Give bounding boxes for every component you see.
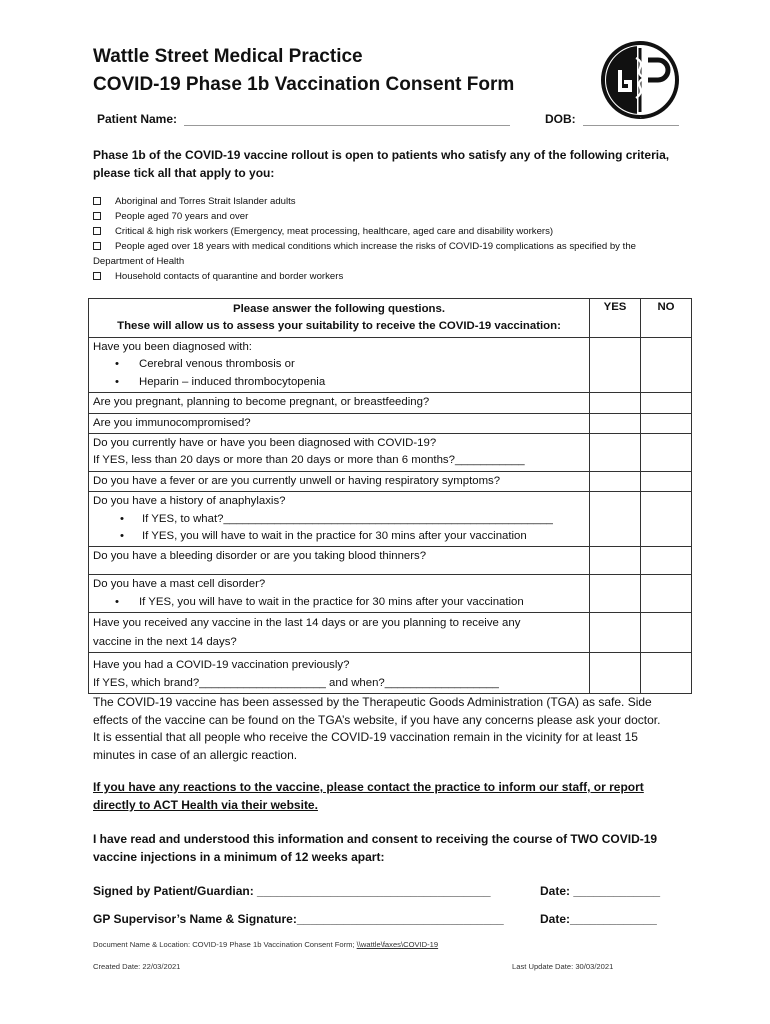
created-date: Created Date: 22/03/2021 xyxy=(93,962,181,971)
table-row xyxy=(89,613,692,653)
criteria-item: Critical & high risk workers (Emergency, meat processing, healthcare, aged care and disability workers) xyxy=(93,224,683,239)
no-answer-cell[interactable] xyxy=(641,653,692,694)
no-answer-cell[interactable] xyxy=(641,413,692,433)
patient-name-field[interactable] xyxy=(97,112,510,126)
no-answer-cell[interactable] xyxy=(641,547,692,575)
table-row xyxy=(89,653,692,694)
question-cell: Are you pregnant, planning to become pregnant, or breastfeeding? xyxy=(89,393,590,413)
yes-answer-cell[interactable] xyxy=(590,492,641,547)
questions-table xyxy=(88,298,692,694)
no-answer-cell[interactable] xyxy=(641,338,692,393)
no-answer-cell[interactable] xyxy=(641,393,692,413)
no-answer-cell[interactable] xyxy=(641,575,692,613)
question-cell: Have you received any vaccine in the last 14 days or are you planning to receive any vaccine in the next 14 days? xyxy=(89,613,590,653)
question-cell: Do you have a bleeding disorder or are you taking blood thinners? xyxy=(89,547,590,575)
no-answer-cell[interactable] xyxy=(641,434,692,472)
gp-logo xyxy=(600,40,680,120)
question-cell: Have you been diagnosed with: • Cerebral venous thrombosis or • Heparin – induced thrombocytopenia xyxy=(89,338,590,393)
criteria-list xyxy=(93,194,683,284)
patient-name-label: Patient Name: xyxy=(97,112,178,126)
yes-answer-cell[interactable] xyxy=(590,653,641,694)
checkbox[interactable] xyxy=(93,197,101,205)
checkbox[interactable] xyxy=(93,227,101,235)
patient-name-line[interactable] xyxy=(184,112,510,126)
dob-line[interactable] xyxy=(583,112,679,126)
no-answer-cell[interactable] xyxy=(641,492,692,547)
checkbox[interactable] xyxy=(93,242,101,250)
checkbox[interactable] xyxy=(93,212,101,220)
yes-answer-cell[interactable] xyxy=(590,575,641,613)
yes-answer-cell[interactable] xyxy=(590,413,641,433)
yes-answer-cell[interactable] xyxy=(590,434,641,472)
last-update-date: Last Update Date: 30/03/2021 xyxy=(512,962,614,971)
form-title: COVID-19 Phase 1b Vaccination Consent Form xyxy=(93,74,515,95)
consent-statement: I have read and understood this information and consent to receiving the course of TWO COVID-19 vaccine injections in a minimum of 12 weeks apart: xyxy=(93,832,658,864)
question-cell: Do you have a history of anaphylaxis? • If YES, to what?____________________________________________________ • If YES, you will have to wait in the practice for 30 mins after your vaccination xyxy=(89,492,590,547)
criteria-item: People aged 70 years and over xyxy=(93,209,683,224)
patient-date-field[interactable]: Date: _____________ xyxy=(540,884,661,898)
question-cell: Do you have a mast cell disorder? • If YES, you will have to wait in the practice for 30 mins after your vaccination xyxy=(89,575,590,613)
tga-information: The COVID-19 vaccine has been assessed by the Therapeutic Goods Administration (TGA) as safe. Side effects of the vaccine can be found on the TGA’s website, if you have any concerns please ask your doctor. It is essential that all people who receive the COVID-19 vaccination remain in the vicinity for at least 15 minutes in case of an allergic reaction. xyxy=(93,695,661,762)
table-row xyxy=(89,434,692,472)
criteria-item: Aboriginal and Torres Strait Islander adults xyxy=(93,194,683,209)
table-row xyxy=(89,338,692,393)
question-cell: Do you have a fever or are you currently unwell or having respiratory symptoms? xyxy=(89,471,590,491)
yes-answer-cell[interactable] xyxy=(590,547,641,575)
no-answer-cell[interactable] xyxy=(641,613,692,653)
table-row xyxy=(89,575,692,613)
criteria-item: People aged over 18 years with medical conditions which increase the risks of COVID-19 complications as specified by the Department of Health xyxy=(93,241,636,267)
dob-label: DOB: xyxy=(545,112,576,126)
document-path-link[interactable]: \\wattle\faxes\COVID-19 xyxy=(356,940,439,949)
practice-title: Wattle Street Medical Practice xyxy=(93,46,363,67)
table-row xyxy=(89,492,692,547)
table-header-row xyxy=(89,299,692,338)
document-location: Document Name & Location: COVID-19 Phase 1b Vaccination Consent Form; \\wattle\faxes\COVID-19 xyxy=(93,940,439,949)
question-cell: Do you currently have or have you been diagnosed with COVID-19? If YES, less than 20 days or more than 20 days or more than 6 months?___________ xyxy=(89,434,590,472)
yes-answer-cell[interactable] xyxy=(590,471,641,491)
yes-column-header: YES xyxy=(590,299,641,338)
checkbox[interactable] xyxy=(93,272,101,280)
table-row xyxy=(89,393,692,413)
yes-answer-cell[interactable] xyxy=(590,338,641,393)
eligibility-intro: Phase 1b of the COVID-19 vaccine rollout is open to patients who satisfy any of the following criteria, please tick all that apply to you: xyxy=(93,148,670,180)
no-answer-cell[interactable] xyxy=(641,471,692,491)
supervisor-date-field[interactable]: Date:_____________ xyxy=(540,912,657,926)
question-cell: Have you had a COVID-19 vaccination previously? If YES, which brand?____________________ and when?__________________ xyxy=(89,653,590,694)
table-row xyxy=(89,547,692,575)
no-column-header: NO xyxy=(641,299,692,338)
question-cell: Are you immunocompromised? xyxy=(89,413,590,433)
dob-field[interactable] xyxy=(545,112,679,126)
table-header: Please answer the following questions. These will allow us to assess your suitability to receive the COVID-19 vaccination: xyxy=(89,299,590,338)
table-row xyxy=(89,413,692,433)
table-row xyxy=(89,471,692,491)
yes-answer-cell[interactable] xyxy=(590,613,641,653)
yes-answer-cell[interactable] xyxy=(590,393,641,413)
logo-text: GP xyxy=(640,118,642,119)
criteria-item: Household contacts of quarantine and border workers xyxy=(93,269,683,284)
patient-signature-field[interactable]: Signed by Patient/Guardian: ___________________________________ xyxy=(93,884,491,898)
reactions-notice: If you have any reactions to the vaccine, please contact the practice to inform our staff, or report directly to ACT Health via their website. xyxy=(93,780,644,812)
supervisor-signature-field[interactable]: GP Supervisor’s Name & Signature:_______________________________ xyxy=(93,912,504,926)
